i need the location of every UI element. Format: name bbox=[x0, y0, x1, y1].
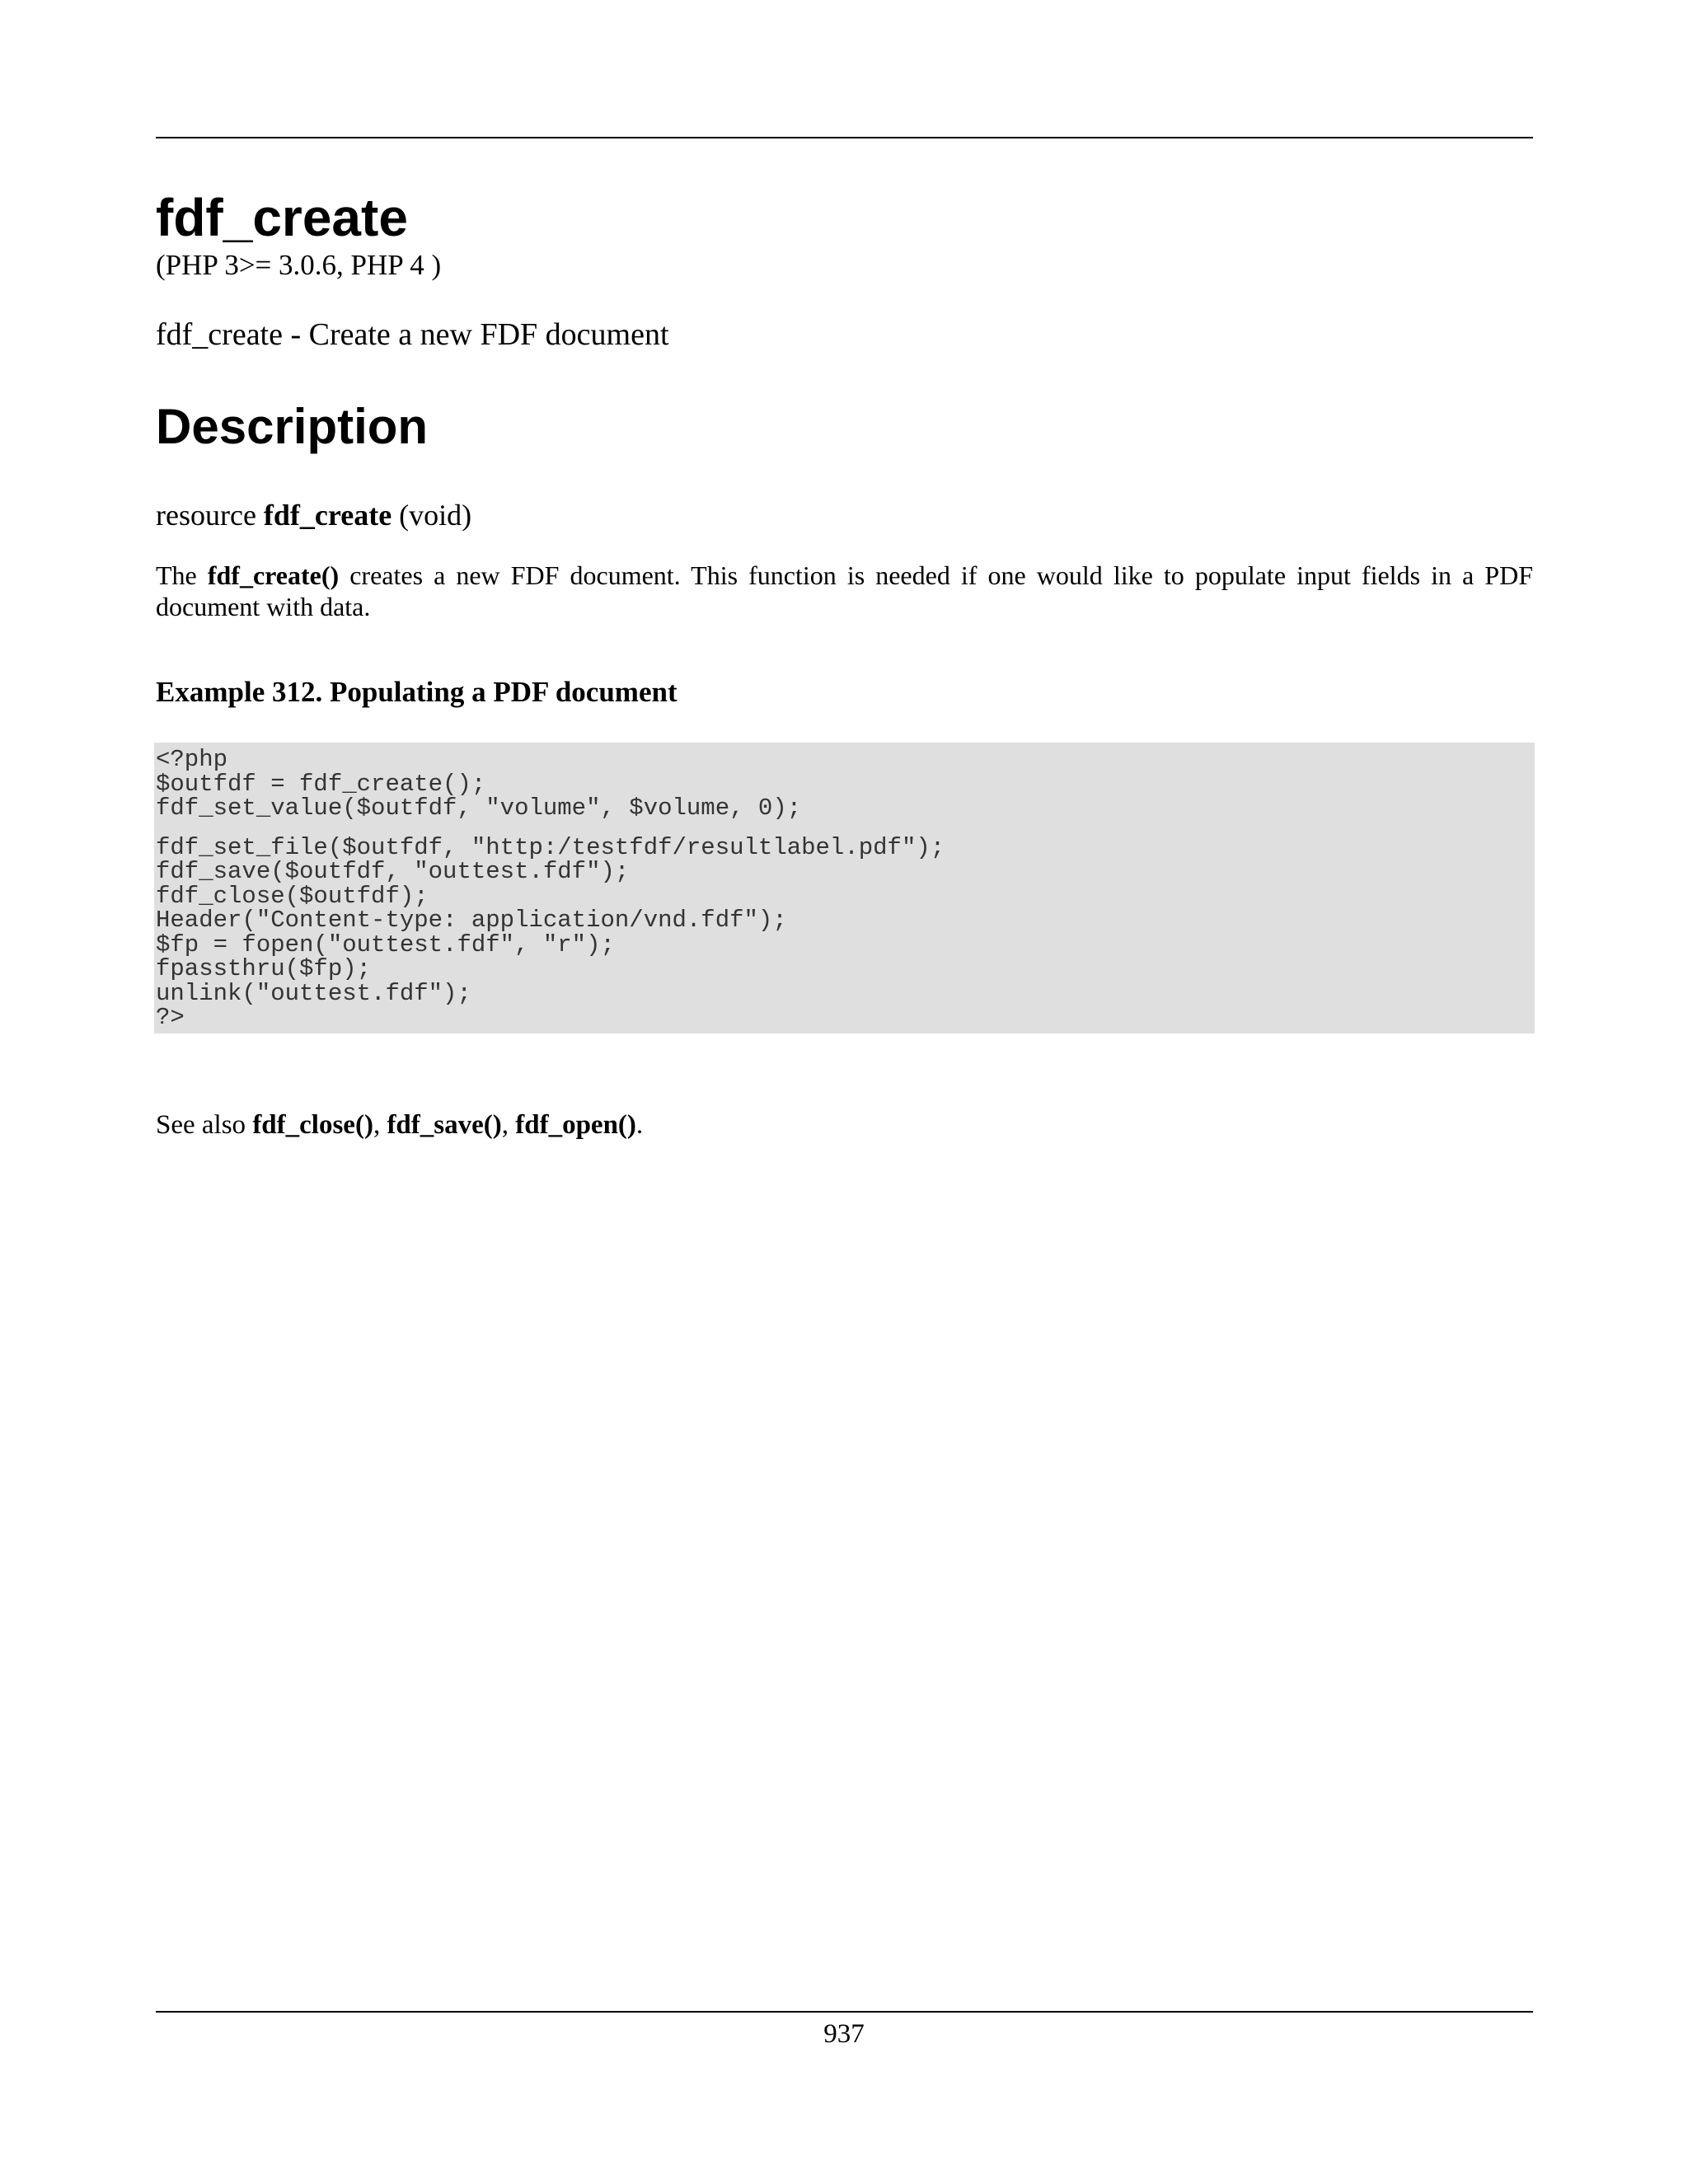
see-also-link-fdf-close[interactable]: fdf_close() bbox=[252, 1109, 373, 1140]
function-synopsis bbox=[156, 498, 1533, 533]
code-line: fpassthru($fp); bbox=[156, 955, 372, 983]
code-blank-line bbox=[156, 821, 1535, 836]
page-content bbox=[156, 188, 1534, 1141]
see-also bbox=[156, 1109, 1533, 1142]
see-also-prefix: See also bbox=[156, 1109, 253, 1140]
code-line: unlink("outtest.fdf"); bbox=[156, 979, 471, 1007]
para-prefix: The bbox=[156, 560, 208, 591]
description-heading: Description bbox=[156, 398, 429, 454]
code-line: $fp = fopen("outtest.fdf", "r"); bbox=[156, 930, 615, 958]
see-also-suffix: . bbox=[635, 1109, 644, 1140]
code-block bbox=[154, 743, 1535, 1033]
para-text: creates a new FDF document. This function is needed if one would like to populate input fields in a PDF document with data. bbox=[156, 560, 1534, 622]
ref-purpose: fdf_create - Create a new FDF document bbox=[156, 317, 669, 353]
code-line: fdf_set_file($outfdf, "http:/testfdf/resultlabel.pdf"); bbox=[156, 833, 945, 861]
description-paragraph bbox=[156, 560, 1533, 622]
synopsis-return-type: resource bbox=[156, 498, 264, 532]
header-rule bbox=[156, 137, 1533, 138]
code-line: fdf_save($outfdf, "outtest.fdf"); bbox=[156, 858, 630, 886]
para-function-name: fdf_create() bbox=[207, 560, 340, 591]
code-line: <?php bbox=[156, 746, 228, 774]
see-also-link-fdf-save[interactable]: fdf_save() bbox=[387, 1109, 502, 1140]
code-line: $outfdf = fdf_create(); bbox=[156, 770, 486, 798]
see-also-separator: , bbox=[501, 1109, 516, 1140]
synopsis-params: (void) bbox=[392, 498, 472, 532]
synopsis-function-name: fdf_create bbox=[263, 498, 392, 532]
code-line: Header("Content-type: application/vnd.fdf"); bbox=[156, 907, 787, 935]
page-title: fdf_create bbox=[156, 188, 408, 247]
code-line: fdf_set_value($outfdf, "volume", $volume, 0); bbox=[156, 794, 802, 823]
see-also-link-fdf-open[interactable]: fdf_open() bbox=[515, 1109, 636, 1140]
example-title: Example 312. Populating a PDF document bbox=[156, 676, 678, 709]
page-number: 937 bbox=[823, 2019, 865, 2049]
code-line: fdf_close($outfdf); bbox=[156, 882, 429, 910]
see-also-separator: , bbox=[373, 1109, 387, 1140]
version-info: (PHP 3>= 3.0.6, PHP 4 ) bbox=[156, 249, 442, 281]
code-line: ?> bbox=[156, 1004, 185, 1032]
